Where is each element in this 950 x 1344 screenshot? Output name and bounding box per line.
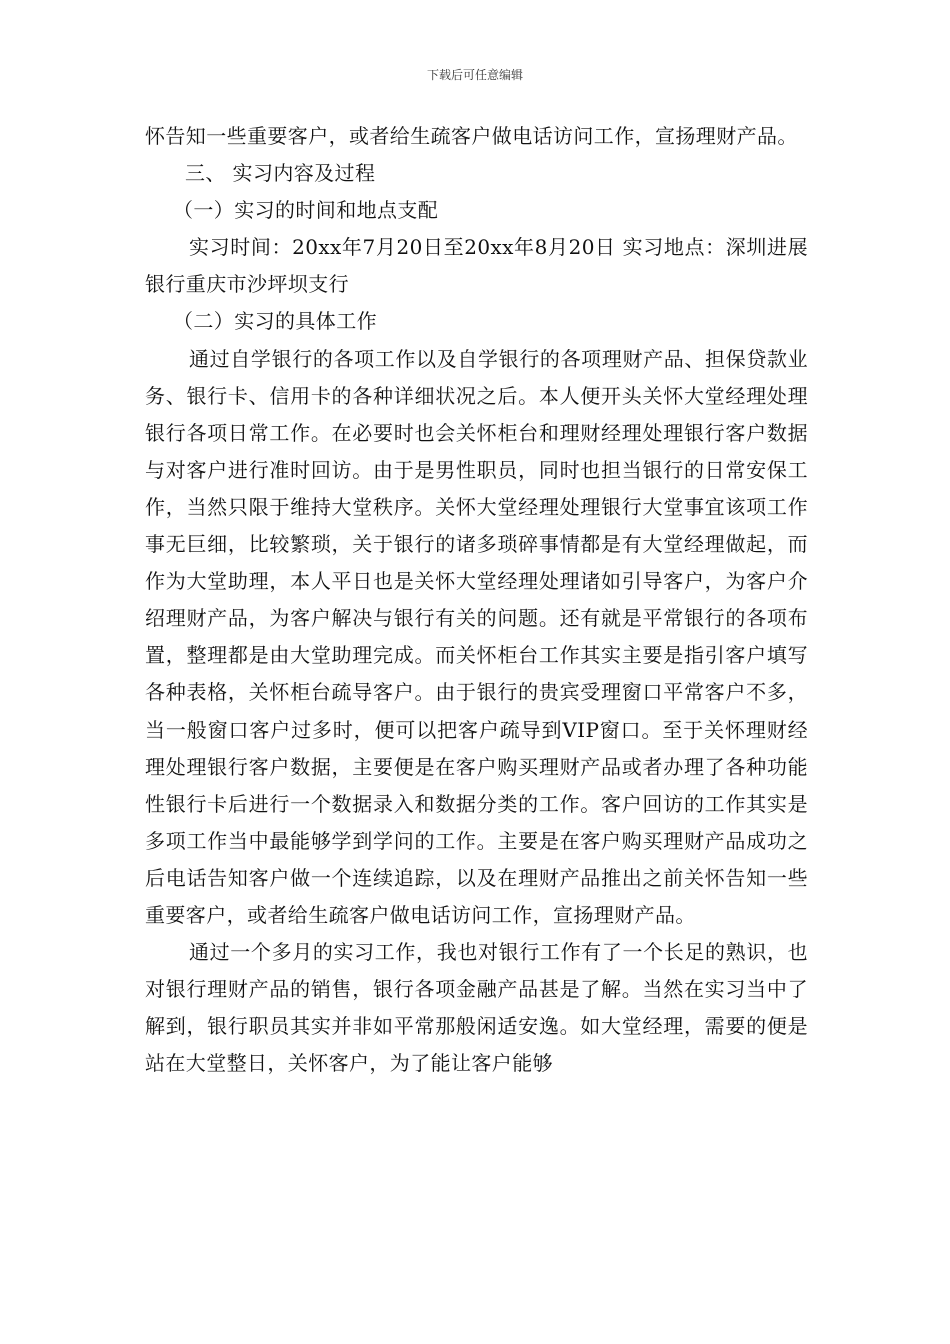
subsection-heading-work: （二）实习的具体工作 (173, 309, 377, 334)
paragraph-reflection: 通过一个多月的实习工作，我也对银行工作有了一个长足的熟识，也对银行理财产品的销售，银行各项金融产品甚是了解。当然在实习当中了解到，银行职员其实并非如平常那般闲适安逸。如大堂经理，需要的便是站在大堂整日，关怀客户，为了能让客户能够 (145, 940, 808, 1076)
page-header-note: 下载后可任意编辑 (426, 68, 523, 82)
subsection-heading-time-place: （一）实习的时间和地点支配 (173, 198, 439, 223)
paragraph-time-place: 实习时间：20xx年7月20日至20xx年8月20日 实习地点：深圳进展银行重庆市沙坪坝支行 (145, 235, 808, 297)
paragraph-work-details: 通过自学银行的各项工作以及自学银行的各项理财产品、担保贷款业务、银行卡、信用卡的各种详细状况之后。本人便开头关怀大堂经理处理银行各项日常工作。在必要时也会关怀柜台和理财经理处理银行客户数据与对客户进行准时回访。由于是男性职员，同时也担当银行的日常安保工作，当然只限于维持大堂秩序。关怀大堂经理处理银行大堂事宜该项工作事无巨细，比较繁琐，关于银行的诸多琐碎事情都是有大堂经理做起，而作为大堂助理，本人平日也是关怀大堂经理处理诸如引导客户，为客户介绍理财产品，为客户解决与银行有关的问题。还有就是平常银行的各项布置，整理都是由大堂助理完成。而关怀柜台工作其实主要是指引客户填写各种表格，关怀柜台疏导客户。由于银行的贵宾受理窗口平常客户不多，当一般窗口客户过多时，便可以把客户疏导到VIP窗口。至于关怀理财经理处理银行客户数据，主要便是在客户购买理财产品或者办理了各种功能性银行卡后进行一个数据录入和数据分类的工作。客户回访的工作其实是多项工作当中最能够学到学问的工作。主要是在客户购买理财产品成功之后电话告知客户做一个连续追踪，以及在理财产品推出之前关怀告知一些重要客户，或者给生疏客户做电话访问工作，宣扬理财产品。 (145, 346, 808, 927)
document-body (145, 118, 808, 1082)
section-heading: 三、 实习内容及过程 (185, 161, 376, 186)
paragraph-continued: 怀告知一些重要客户，或者给生疏客户做电话访问工作，宣扬理财产品。 (145, 124, 798, 148)
